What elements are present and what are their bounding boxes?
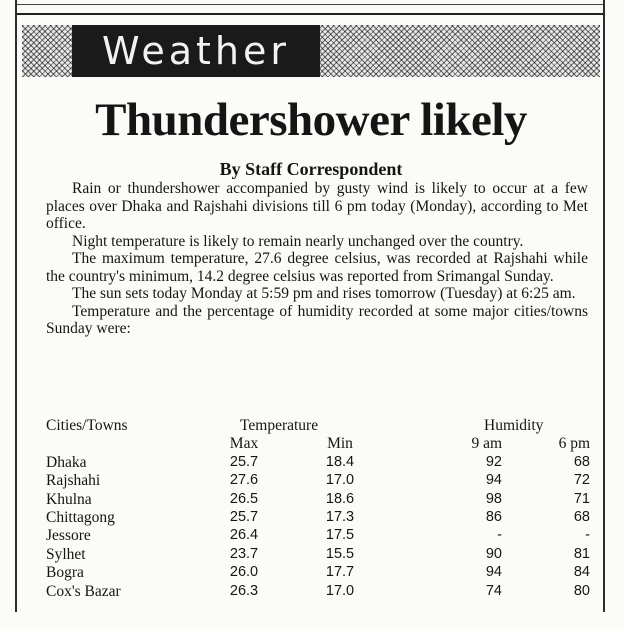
min-temp: 17.5: [325, 527, 355, 544]
city-name: Bogra: [46, 564, 84, 582]
max-temp: 26.4: [229, 527, 259, 544]
table-row: [46, 491, 598, 509]
min-temp: 17.0: [325, 472, 355, 489]
min-temp: 17.7: [325, 564, 355, 581]
humidity-9am: 86: [485, 508, 502, 525]
max-temp: 26.0: [229, 564, 259, 581]
byline: By Staff Correspondent: [219, 159, 403, 179]
paragraph: Night temperature is likely to remain nearly unchanged over the country.: [72, 232, 524, 250]
city-name: Dhaka: [46, 453, 87, 471]
top-rule: [17, 4, 603, 5]
table-subheader-row: [46, 435, 598, 453]
max-temp: 25.7: [229, 453, 259, 470]
humidity-6pm: 68: [573, 508, 590, 525]
max-temp: 26.5: [229, 490, 259, 507]
city-name: Jessore: [46, 527, 91, 545]
humidity-6pm: 84: [573, 564, 590, 581]
humidity-6pm: -: [585, 527, 590, 544]
header-min: Min: [327, 435, 353, 453]
section-banner: [22, 25, 600, 77]
min-temp: 17.3: [325, 508, 355, 525]
table-row: [46, 527, 598, 545]
humidity-9am: 94: [485, 564, 502, 581]
header-9am: 9 am: [471, 435, 502, 453]
header-humidity: Humidity: [484, 417, 544, 434]
table-row: [46, 564, 598, 582]
humidity-9am: 74: [485, 582, 502, 599]
city-name: Chittagong: [46, 508, 115, 526]
table-row: [46, 509, 598, 527]
min-temp: 15.5: [325, 545, 355, 562]
header-cities: Cities/Towns: [46, 417, 128, 434]
section-label: Weather: [72, 25, 320, 77]
city-name: Rajshahi: [46, 472, 101, 490]
city-name: Sylhet: [46, 545, 86, 563]
max-temp: 25.7: [229, 508, 259, 525]
humidity-6pm: 71: [573, 490, 590, 507]
paragraph: Rain or thundershower accompanied by gusty wind is likely to occur at a few places over Dhaka and Rajshahi divisions till 6 pm today (Monday), according to Met office.: [46, 180, 588, 232]
max-temp: 27.6: [229, 472, 259, 489]
city-name: Cox's Bazar: [46, 582, 121, 600]
paragraph: The maximum temperature, 27.6 degree celsius, was recorded at Rajshahi while the country's minimum, 14.2 degree celsius was reported from Srimangal Sunday.: [46, 250, 588, 285]
min-temp: 18.6: [325, 490, 355, 507]
humidity-9am: -: [497, 527, 502, 544]
city-name: Khulna: [46, 490, 92, 508]
humidity-9am: 94: [485, 472, 502, 489]
header-6pm: 6 pm: [558, 435, 590, 453]
table-row: [46, 454, 598, 472]
table-row: [46, 546, 598, 564]
humidity-6pm: 72: [573, 472, 590, 489]
max-temp: 26.3: [229, 582, 259, 599]
paragraph: The sun sets today Monday at 5:59 pm and rises tomorrow (Tuesday) at 6:25 am.: [72, 285, 576, 302]
humidity-6pm: 80: [573, 582, 590, 599]
top-rule-thick: [17, 13, 603, 15]
humidity-6pm: 81: [573, 545, 590, 562]
humidity-9am: 92: [485, 453, 502, 470]
paragraph: Temperature and the percentage of humidity recorded at some major cities/towns Sunday were:: [46, 302, 588, 337]
header-max: Max: [229, 435, 259, 453]
left-border-rule: [15, 0, 17, 612]
table-row: [46, 472, 598, 490]
humidity-6pm: 68: [573, 453, 590, 470]
max-temp: 23.7: [229, 545, 259, 562]
article-body: [46, 180, 588, 338]
header-temperature: Temperature: [240, 417, 319, 434]
table-header-row: [46, 417, 598, 435]
headline: Thundershower likely: [95, 94, 527, 146]
humidity-9am: 98: [485, 490, 502, 507]
humidity-9am: 90: [485, 545, 502, 562]
right-border-rule: [603, 0, 605, 612]
min-temp: 17.0: [325, 582, 355, 599]
weather-table: [46, 417, 598, 601]
table-row: [46, 583, 598, 601]
min-temp: 18.4: [325, 453, 355, 470]
